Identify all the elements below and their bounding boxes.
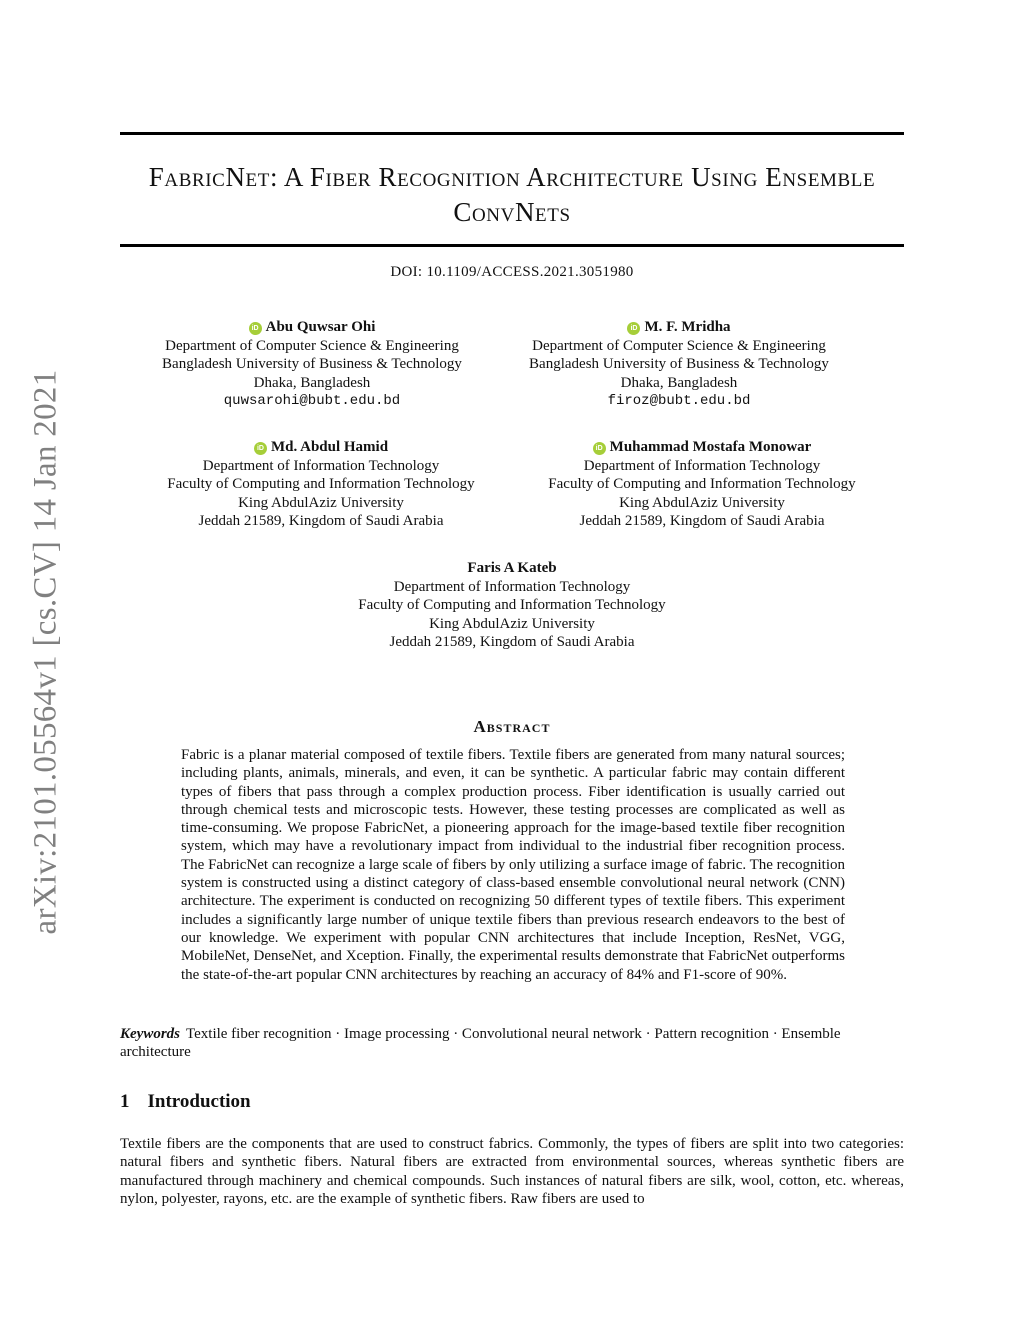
title-bottom-rule <box>120 244 904 247</box>
keywords <box>120 1025 904 1061</box>
author-block <box>479 318 879 411</box>
orcid-icon[interactable]: iD <box>627 322 640 335</box>
author-affiliation: Department of Computer Science & Engineering <box>532 337 826 354</box>
author-name-line <box>492 438 912 457</box>
author-affiliation: King AbdulAziz University <box>429 615 595 632</box>
paper-title: FabricNet: A Fiber Recognition Architecture Using Ensemble ConvNets <box>148 162 876 227</box>
author-affiliation: Department of Information Technology <box>202 457 440 474</box>
author-name-line <box>112 318 512 337</box>
author-affiliation: Department of Information Technology <box>393 578 631 595</box>
author-affiliation: Dhaka, Bangladesh <box>620 374 738 391</box>
orcid-icon[interactable]: iD <box>593 442 606 455</box>
author-name: M. F. Mridha <box>644 319 731 335</box>
orcid-icon[interactable]: iD <box>249 322 262 335</box>
author-block <box>312 559 712 652</box>
keywords-text: Textile fiber recognition · Image processing · Convolutional neural network · Pattern recognition · Ensemble architecture <box>120 1026 841 1060</box>
abstract-heading: Abstract <box>473 717 551 736</box>
author-name: Md. Abdul Hamid <box>270 439 389 455</box>
title-top-rule <box>120 132 904 135</box>
author-block <box>492 438 912 531</box>
author-name: Faris A Kateb <box>467 560 557 576</box>
section-heading <box>120 1091 251 1113</box>
author-affiliation: Faculty of Computing and Information Technology <box>167 476 475 492</box>
author-affiliation: Jeddah 21589, Kingdom of Saudi Arabia <box>389 634 635 650</box>
doi: DOI: 10.1109/ACCESS.2021.3051980 <box>390 264 634 280</box>
author-affiliation: Dhaka, Bangladesh <box>253 374 371 391</box>
author-affiliation: Bangladesh University of Business & Technology <box>529 356 829 372</box>
section-title: Introduction <box>147 1091 251 1112</box>
author-affiliation: Bangladesh University of Business & Technology <box>162 356 462 372</box>
author-affiliation: Faculty of Computing and Information Technology <box>548 476 856 492</box>
section-body: Textile fibers are the components that are used to construct fabrics. Commonly, the types of fibers are split into two categories: natural fibers and synthetic fibers. Natural fibers are extracted from environmental sources, whereas synthetic fibers are manufactured through machinery and chemical compounds. Such instances of natural fibers are silk, wool, cotton, etc. whereas, nylon, polyester, rayons, etc. are the example of synthetic fibers. Raw fibers are used to <box>120 1136 904 1207</box>
author-block <box>112 318 512 411</box>
orcid-icon[interactable]: iD <box>254 442 267 455</box>
author-affiliation: Jeddah 21589, Kingdom of Saudi Arabia <box>198 513 444 529</box>
author-affiliation: Jeddah 21589, Kingdom of Saudi Arabia <box>579 513 825 529</box>
author-name-line <box>479 318 879 337</box>
author-name-line <box>121 438 521 457</box>
abstract-body: Fabric is a planar material composed of textile fibers. Textile fibers are generated from many natural sources; including plants, animals, minerals, and even, it can be synthetic. A particular fabric may contain different types of fibers that pass through a complex production process. Fiber identification is usually carried out through chemical tests and microscopic tests. However, these testing processes are complicated as well as time-consuming. We propose FabricNet, a pioneering approach for the image-based textile fiber recognition system, which may have a revolutionary impact from individual to the industrial fiber recognition process. The FabricNet can recognize a large scale of fibers by only utilizing a surface image of fabric. The recognition system is constructed using a distinct category of class-based ensemble convolutional neural network (CNN) architecture. The experiment is conducted on recognizing 50 different types of textile fibers. This experiment includes a significantly large number of unique textile fibers than previous research endeavors to the best of our knowledge. We experiment with popular CNN architectures that include Inception, ResNet, VGG, MobileNet, DenseNet, and Xception. Finally, the experimental results demonstrate that FabricNet outperforms the state-of-the-art popular CNN architectures by reaching an accuracy of 84% and F1-score of 90%. <box>181 747 845 983</box>
author-affiliation: King AbdulAziz University <box>238 494 404 511</box>
section-number: 1 <box>120 1091 130 1112</box>
author-affiliation: King AbdulAziz University <box>619 494 785 511</box>
author-email[interactable]: firoz@bubt.edu.bd <box>607 393 751 409</box>
author-email[interactable]: quwsarohi@bubt.edu.bd <box>223 393 401 409</box>
author-block <box>121 438 521 531</box>
author-name: Abu Quwsar Ohi <box>265 319 376 335</box>
author-affiliation: Faculty of Computing and Information Technology <box>358 597 666 613</box>
keywords-label: Keywords <box>120 1026 180 1042</box>
author-name: Muhammad Mostafa Monowar <box>609 439 812 455</box>
author-affiliation: Department of Information Technology <box>583 457 821 474</box>
arxiv-identifier: arXiv:2101.05564v1 [cs.CV] 14 Jan 2021 <box>27 369 64 935</box>
author-affiliation: Department of Computer Science & Engineering <box>165 337 459 354</box>
